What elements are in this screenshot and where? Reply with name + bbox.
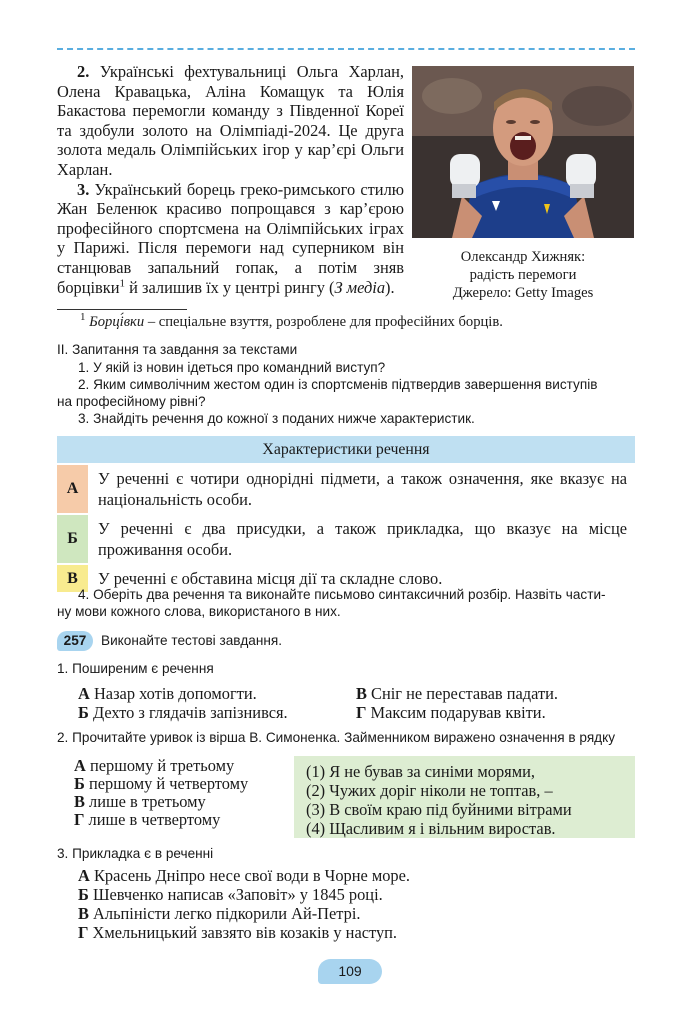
row-label: Б xyxy=(57,515,88,563)
photo-caption: Олександр Хижняк: радість перемоги Джерело: Getty Images xyxy=(452,249,594,301)
question-2-line-2: на професійному рівні? xyxy=(57,394,206,409)
row-label: В xyxy=(57,565,88,592)
exercise-number-badge: 257 xyxy=(57,631,93,651)
poem-excerpt xyxy=(294,756,635,838)
test-1-option-g: Г Максим подарував квіти. xyxy=(356,703,546,722)
test-2-option-g: Г лише в четвертому xyxy=(74,810,221,829)
section-heading: ІІ. Запитання та завдання за текстами xyxy=(57,342,298,357)
test-2-option-v: В лише в третьому xyxy=(74,792,206,811)
row-label: А xyxy=(57,465,88,513)
test-1-question: 1. Поширеним є речення xyxy=(57,661,214,676)
exercise-instruction: Виконайте тестові завдання. xyxy=(101,633,282,648)
row-text: У реченні є чотири однорідні підмети, а також означення, яке вказує на національність особи. xyxy=(98,469,627,509)
footnote-term: Борці́вки xyxy=(89,314,145,330)
characteristics-header: Характеристики речення xyxy=(57,436,635,463)
boxer-photo xyxy=(412,66,634,238)
test-1-option-v: В Сніг не переставав падати. xyxy=(356,684,559,703)
page-number: 109 xyxy=(318,959,382,984)
news-item-2: 2. Українські фехтувальниці Ольга Харлан, Олена Кравацька, Аліна Комащук та Юлія Бакастова перемогли команду з Південної Кореї та здобули золото на Олімпіаді-2024. Це друга золота медаль Олімпійських ігор у кар’єрі Ольги Харлан. xyxy=(57,62,404,179)
test-3-option-v: В Альпіністи легко підкорили Ай-Петрі. xyxy=(78,904,361,923)
footnote-ref: 1 xyxy=(119,277,126,290)
row-text: У реченні є обставина місця дії та складне слово. xyxy=(98,569,443,588)
boxer-illustration xyxy=(412,66,634,238)
test-2-option-b: Б першому й четвертому xyxy=(74,774,249,793)
poem-line: (3) В своїм краю під буйними вітрами xyxy=(306,800,572,819)
question-1: 1. У якій із новин ідеться про командний виступ? xyxy=(78,360,386,375)
test-2-question: 2. Прочитайте уривок із вірша В. Симоненка. Займенником виражено означення в рядку xyxy=(57,730,616,745)
poem-line: (2) Чужих доріг ніколи не топтав, – xyxy=(306,781,553,800)
row-text: У реченні є два присудки, а також прикладка, що вказує на місце проживання особи. xyxy=(98,519,627,559)
question-3: 3. Знайдіть речення до кожної з поданих нижче характеристик. xyxy=(78,411,475,426)
test-2-option-a: А першому й третьому xyxy=(74,756,235,775)
question-4-line-2: ну мови кожного слова, використаного в них. xyxy=(57,604,341,619)
test-3-question: 3. Прикладка є в реченні xyxy=(57,846,214,861)
characteristics-table xyxy=(57,436,635,592)
source-label: З медіа xyxy=(334,277,386,297)
characteristic-row-a xyxy=(57,465,635,513)
footnote-rule xyxy=(57,309,187,310)
news-items xyxy=(57,62,404,297)
top-dashed-rule xyxy=(57,48,635,50)
test-1-option-b: Б Дехто з глядачів запізнився. xyxy=(78,703,288,722)
test-3-option-a: А Красень Дніпро несе свої води в Чорне море. xyxy=(78,866,410,885)
poem-line: (1) Я не бував за синіми морями, xyxy=(306,762,535,781)
poem-line: (4) Щасливим я і вільним виростав. xyxy=(306,819,556,838)
characteristic-row-b xyxy=(57,515,635,563)
test-1-option-a: А Назар хотів допомогти. xyxy=(78,684,257,703)
question-2-line-1: 2. Яким символічним жестом один із спортсменів підтвердив завершення виступів xyxy=(78,377,598,392)
test-3-option-b: Б Шевченко написав «Заповіт» у 1845 році. xyxy=(78,885,383,904)
test-3-option-g: Г Хмельницький завзято вів козаків у наступ. xyxy=(78,923,398,942)
news-item-3: 3. Український борець греко-римського стилю Жан Беленюк красиво попрощався з кар’єрою професійного спортсмена на Олімпійських іграх у Парижі. Після перемоги над суперником він станцював запальний гопак, а потім зняв борцівки$^1$ й залишив їх у центрі рингу (З медіа). xyxy=(57,179,404,297)
footnote: $^1$ Борці́вки – спеціальне взуття, розроблене для професійних борців. xyxy=(80,311,503,330)
question-4-line-1: 4. Оберіть два речення та виконайте письмово синтаксичний розбір. Назвіть части- xyxy=(78,587,606,602)
